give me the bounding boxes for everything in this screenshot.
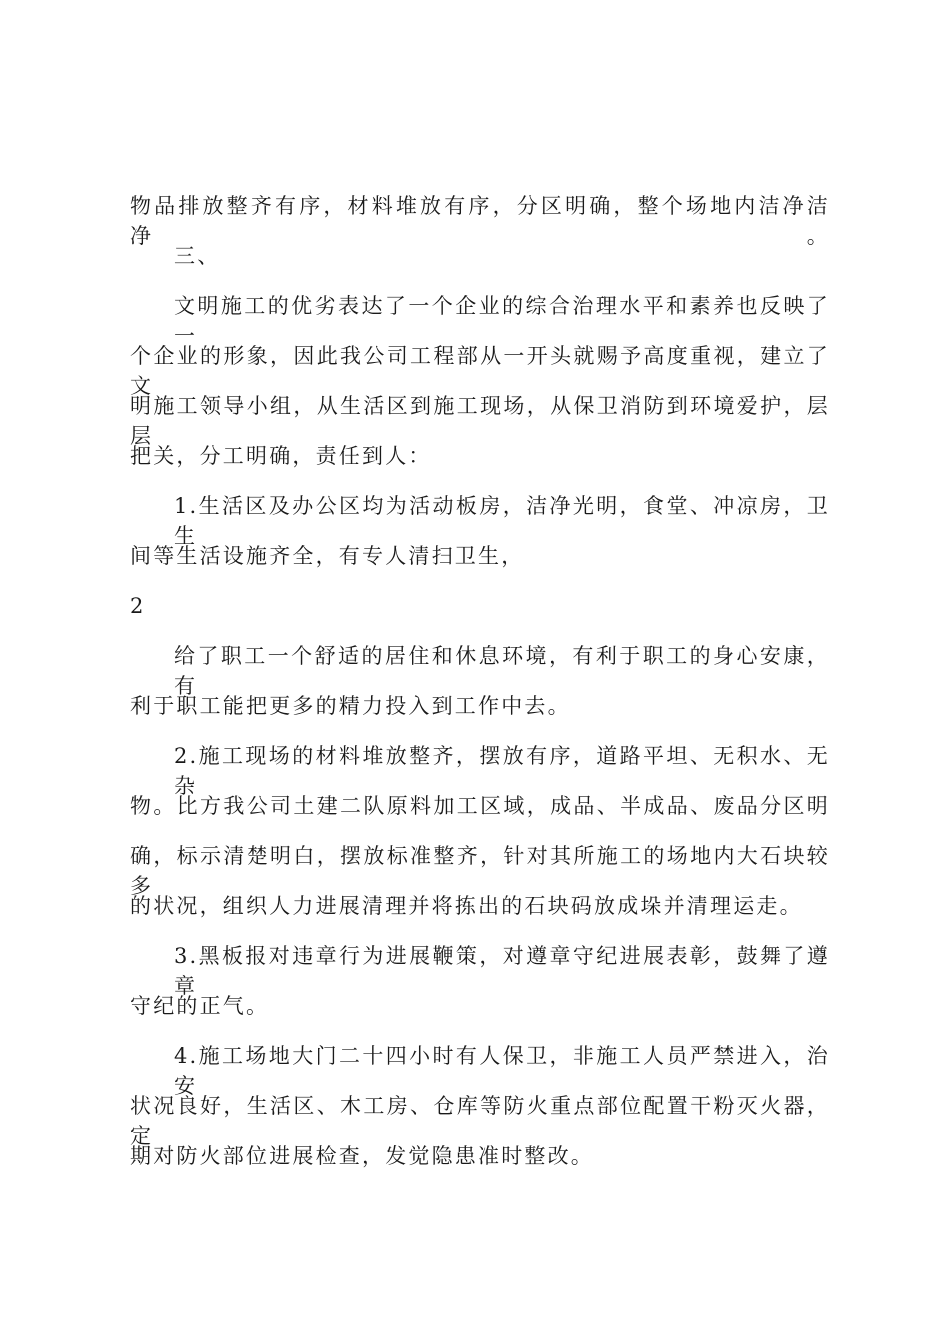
page-number: 2 [130, 594, 146, 618]
section-heading: 三、 [174, 244, 221, 268]
text-line: 明施工领导小组，从生活区到施工现场，从保卫消防到环境爱护，层层 [130, 394, 830, 448]
text-line: 状况良好，生活区、木工房、仓库等防火重点部位配置干粉灭火器，定 [130, 1094, 830, 1148]
text-line: 守纪的正气。 [130, 994, 270, 1018]
text-line: 的状况，组织人力进展清理并将拣出的石块码放成垛并清理运走。 [130, 894, 803, 918]
text-line: 确，标示清楚明白，摆放标准整齐，针对其所施工的场地内大石块较多 [130, 844, 830, 898]
text-line: 期对防火部位进展检查，发觉隐患准时整改。 [130, 1144, 594, 1168]
text-line: 物品排放整齐有序，材料堆放有序，分区明确，整个场地内洁净洁净。 [130, 194, 830, 248]
text-line: 利于职工能把更多的精力投入到工作中去。 [130, 694, 571, 718]
list-item: 1.生活区及办公区均为活动板房，洁净光明，食堂、冲凉房，卫生 [174, 494, 830, 548]
text-line: 把关，分工明确，责任到人： [130, 444, 432, 468]
text-line: 个企业的形象，因此我公司工程部从一开头就赐予高度重视，建立了文 [130, 344, 830, 398]
text-line: 给了职工一个舒适的居住和休息环境，有利于职工的身心安康，有 [174, 644, 830, 698]
text-line: 物。比方我公司土建二队原料加工区域，成品、半成品、废品分区明 [130, 794, 830, 818]
list-item: 4.施工场地大门二十四小时有人保卫，非施工人员严禁进入，治安 [174, 1044, 830, 1098]
list-item: 2.施工现场的材料堆放整齐，摆放有序，道路平坦、无积水、无杂 [174, 744, 830, 798]
text-line: 文明施工的优劣表达了一个企业的综合治理水平和素养也反映了一 [174, 294, 830, 348]
text-line: 间等生活设施齐全，有专人清扫卫生， [130, 544, 525, 568]
list-item: 3.黑板报对违章行为进展鞭策，对遵章守纪进展表彰，鼓舞了遵章 [174, 944, 830, 998]
